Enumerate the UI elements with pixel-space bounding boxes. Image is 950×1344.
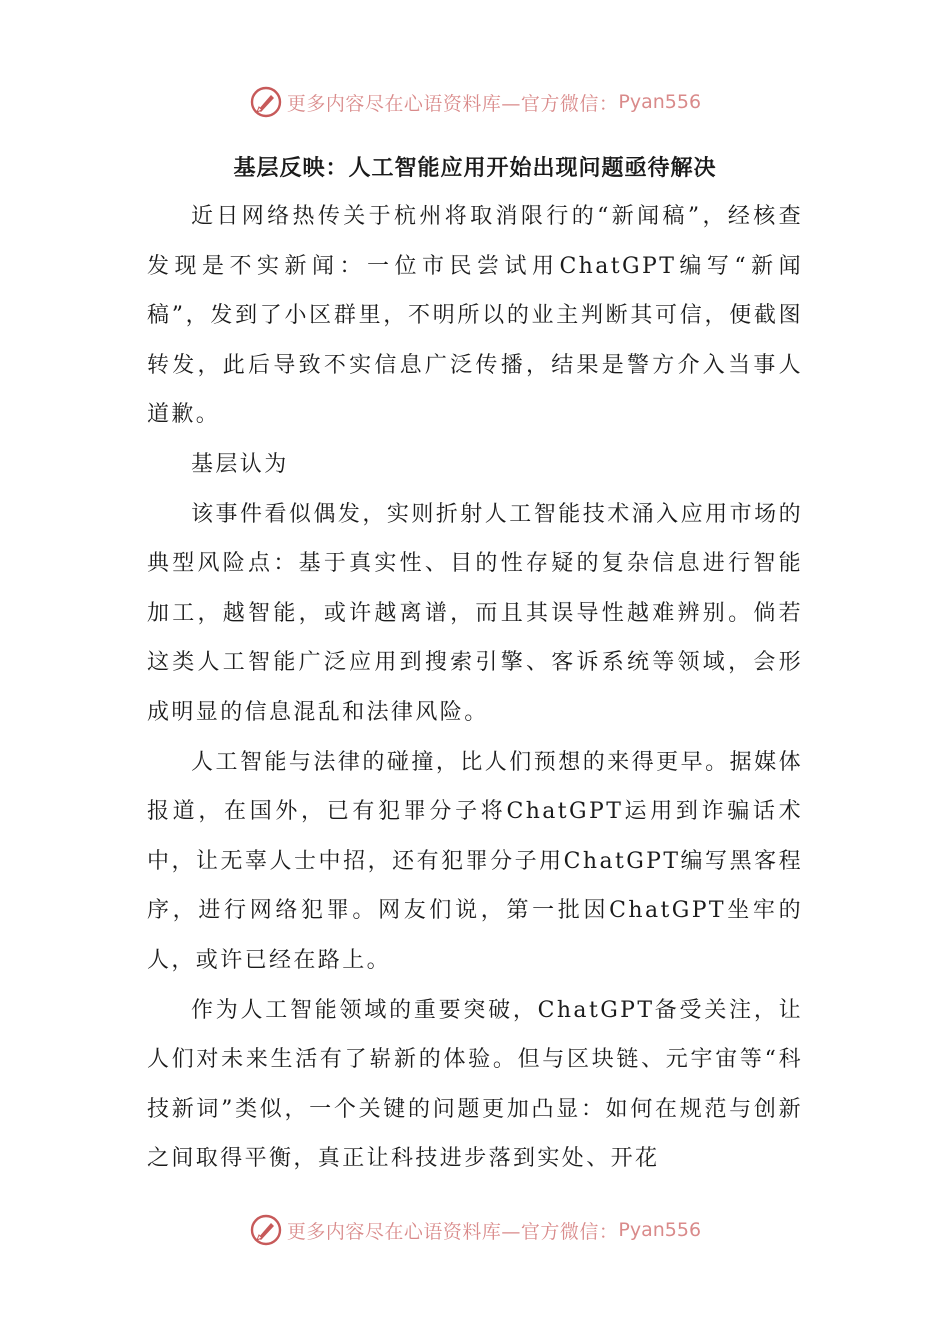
pen-logo-icon (249, 1213, 283, 1247)
paragraph-2: 基层认为 (191, 451, 289, 477)
paragraph-4: 人工智能与法律的碰撞，比人们预想的来得更早。据媒体报道，在国外，已有犯罪分子将ChatGPT运用到诈骗话术中，让无辜人士中招，还有犯罪分子用ChatGPT编写黑客程序，进行网络犯罪。网友们说，第一批因ChatGPT坐牢的人，或许已经在路上。 (147, 749, 803, 973)
paragraph-5: 作为人工智能领域的重要突破，ChatGPT备受关注，让人们对未来生活有了崭新的体验。但与区块链、元宇宙等“科技新词”类似，一个关键的问题更加凸显：如何在规范与创新之间取得平衡，真正让科技进步落到实处、开花 (147, 997, 803, 1172)
footer-watermark (0, 1210, 950, 1250)
pen-logo-icon (249, 85, 283, 119)
header-watermark (0, 82, 950, 122)
paragraph-3: 该事件看似偶发，实则折射人工智能技术涌入应用市场的典型风险点：基于真实性、目的性存疑的复杂信息进行智能加工，越智能，或许越离谱，而且其误导性越难辨别。倘若这类人工智能广泛应用到搜索引擎、客诉系统等领域，会形成明显的信息混乱和法律风险。 (147, 501, 803, 725)
watermark-text: 更多内容尽在心语资料库—官方微信： (286, 92, 619, 115)
document-title: 基层反映：人工智能应用开始出现问题亟待解决 (233, 155, 717, 181)
paragraph-1: 近日网络热传关于杭州将取消限行的“新闻稿”，经核查发现是不实新闻：一位市民尝试用ChatGPT编写“新闻稿”，发到了小区群里，不明所以的业主判断其可信，便截图转发，此后导致不实信息广泛传播，结果是警方介入当事人道歉。 (147, 204, 803, 428)
watermark-wechat-handle: Pyan556 (618, 1219, 702, 1241)
watermark-text: 更多内容尽在心语资料库—官方微信： (286, 1220, 619, 1243)
document-body (147, 150, 803, 1184)
watermark-wechat-handle: Pyan556 (618, 91, 702, 113)
